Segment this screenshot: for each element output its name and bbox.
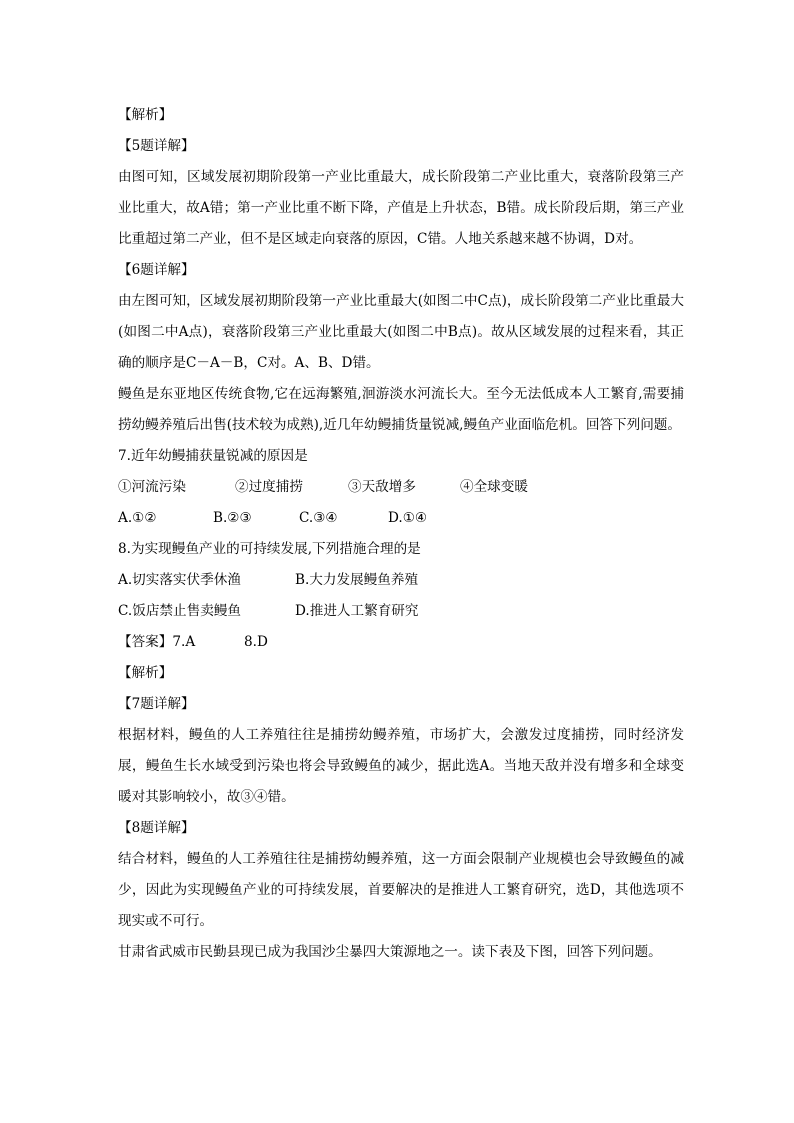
q8-detail-heading: 【8题详解】 (118, 820, 195, 836)
q8-option-a: A.切实落实伏季休渔 (118, 572, 241, 588)
q7-detail-heading: 【7题详解】 (118, 696, 195, 712)
q6-detail-heading: 【6题详解】 (118, 262, 195, 278)
q7-explanation: 根据材料，鳗鱼的人工养殖往往是捕捞幼鳗养殖，市场扩大，会激发过度捕捞，同时经济发展，鳗鱼生长水域受到污染也将会导致鳗鱼的减少，据此选A。当地天敌并没有增多和全球变暖对其影响较小，故③④错。 (118, 727, 684, 805)
eel-material-paragraph: 鳗鱼是东亚地区传统食物,它在远海繁殖,洄游淡水河流长大。至今无法低成本人工繁育,需要捕捞幼鳗养殖后出售(技术较为成熟),近几年幼鳗捕货量锐减,鳗鱼产业面临危机。回答下列问题。 (118, 386, 684, 433)
q8-options-row-1 (118, 565, 684, 596)
q5-detail-heading: 【5题详解】 (118, 138, 195, 154)
q8-option-c: C.饭店禁止售卖鳗鱼 (118, 603, 241, 619)
minqin-material-paragraph: 甘肃省武威市民勤县现已成为我国沙尘暴四大策源地之一。读下表及下图，回答下列问题。 (118, 944, 662, 960)
q7-item: ③天敌增多 (348, 479, 416, 495)
analysis-heading-2: 【解析】 (118, 665, 173, 681)
q7-item: ④全球变暖 (460, 479, 528, 495)
answer-7: 【答案】7.A (118, 634, 196, 650)
q8-explanation: 结合材料，鳗鱼的人工养殖往往是捕捞幼鳗养殖，这一方面会限制产业规模也会导致鳗鱼的减少，因此为实现鳗鱼产业的可持续发展，首要解决的是推进人工繁育研究，选D，其他选项不现实或不可行。 (118, 851, 684, 929)
q7-option-d: D.①④ (388, 510, 428, 526)
q5-explanation: 由图可知，区域发展初期阶段第一产业比重最大，成长阶段第二产业比重大，衰落阶段第三产业比重大，故A错；第一产业比重不断下降，产值是上升状态，B错。成长阶段后期，第三产业比重超过第二产业，但不是区域走向衰落的原因，C错。人地关系越来越不协调，D对。 (118, 169, 684, 247)
q7-item: ①河流污染 (118, 479, 186, 495)
q8-option-d: D.推进人工繁育研究 (295, 603, 419, 619)
q7-option-c: C.③④ (299, 510, 338, 526)
answer-line (118, 627, 684, 658)
analysis-heading: 【解析】 (118, 107, 173, 123)
q7-options (118, 503, 684, 534)
answer-8: 8.D (244, 634, 268, 650)
q6-explanation: 由左图可知，区域发展初期阶段第一产业比重最大(如图二中C点)，成长阶段第二产业比重最大(如图二中A点)，衰落阶段第三产业比重最大(如图二中B点)。故从区域发展的过程来看，其正确的顺序是C－A－B，C对。A、B、D错。 (118, 293, 684, 371)
q8-option-b: B.大力发展鳗鱼养殖 (295, 572, 419, 588)
q8-options-row-2 (118, 596, 684, 627)
question-8: 8.为实现鳗鱼产业的可持续发展,下列措施合理的是 (118, 541, 421, 557)
q7-item-list (118, 472, 684, 503)
q7-option-a: A.①② (118, 510, 157, 526)
q7-item: ②过度捕捞 (235, 479, 303, 495)
question-7: 7.近年幼鳗捕获量锐减的原因是 (118, 448, 308, 464)
document-page (118, 100, 684, 968)
q7-option-b: B.②③ (213, 510, 252, 526)
